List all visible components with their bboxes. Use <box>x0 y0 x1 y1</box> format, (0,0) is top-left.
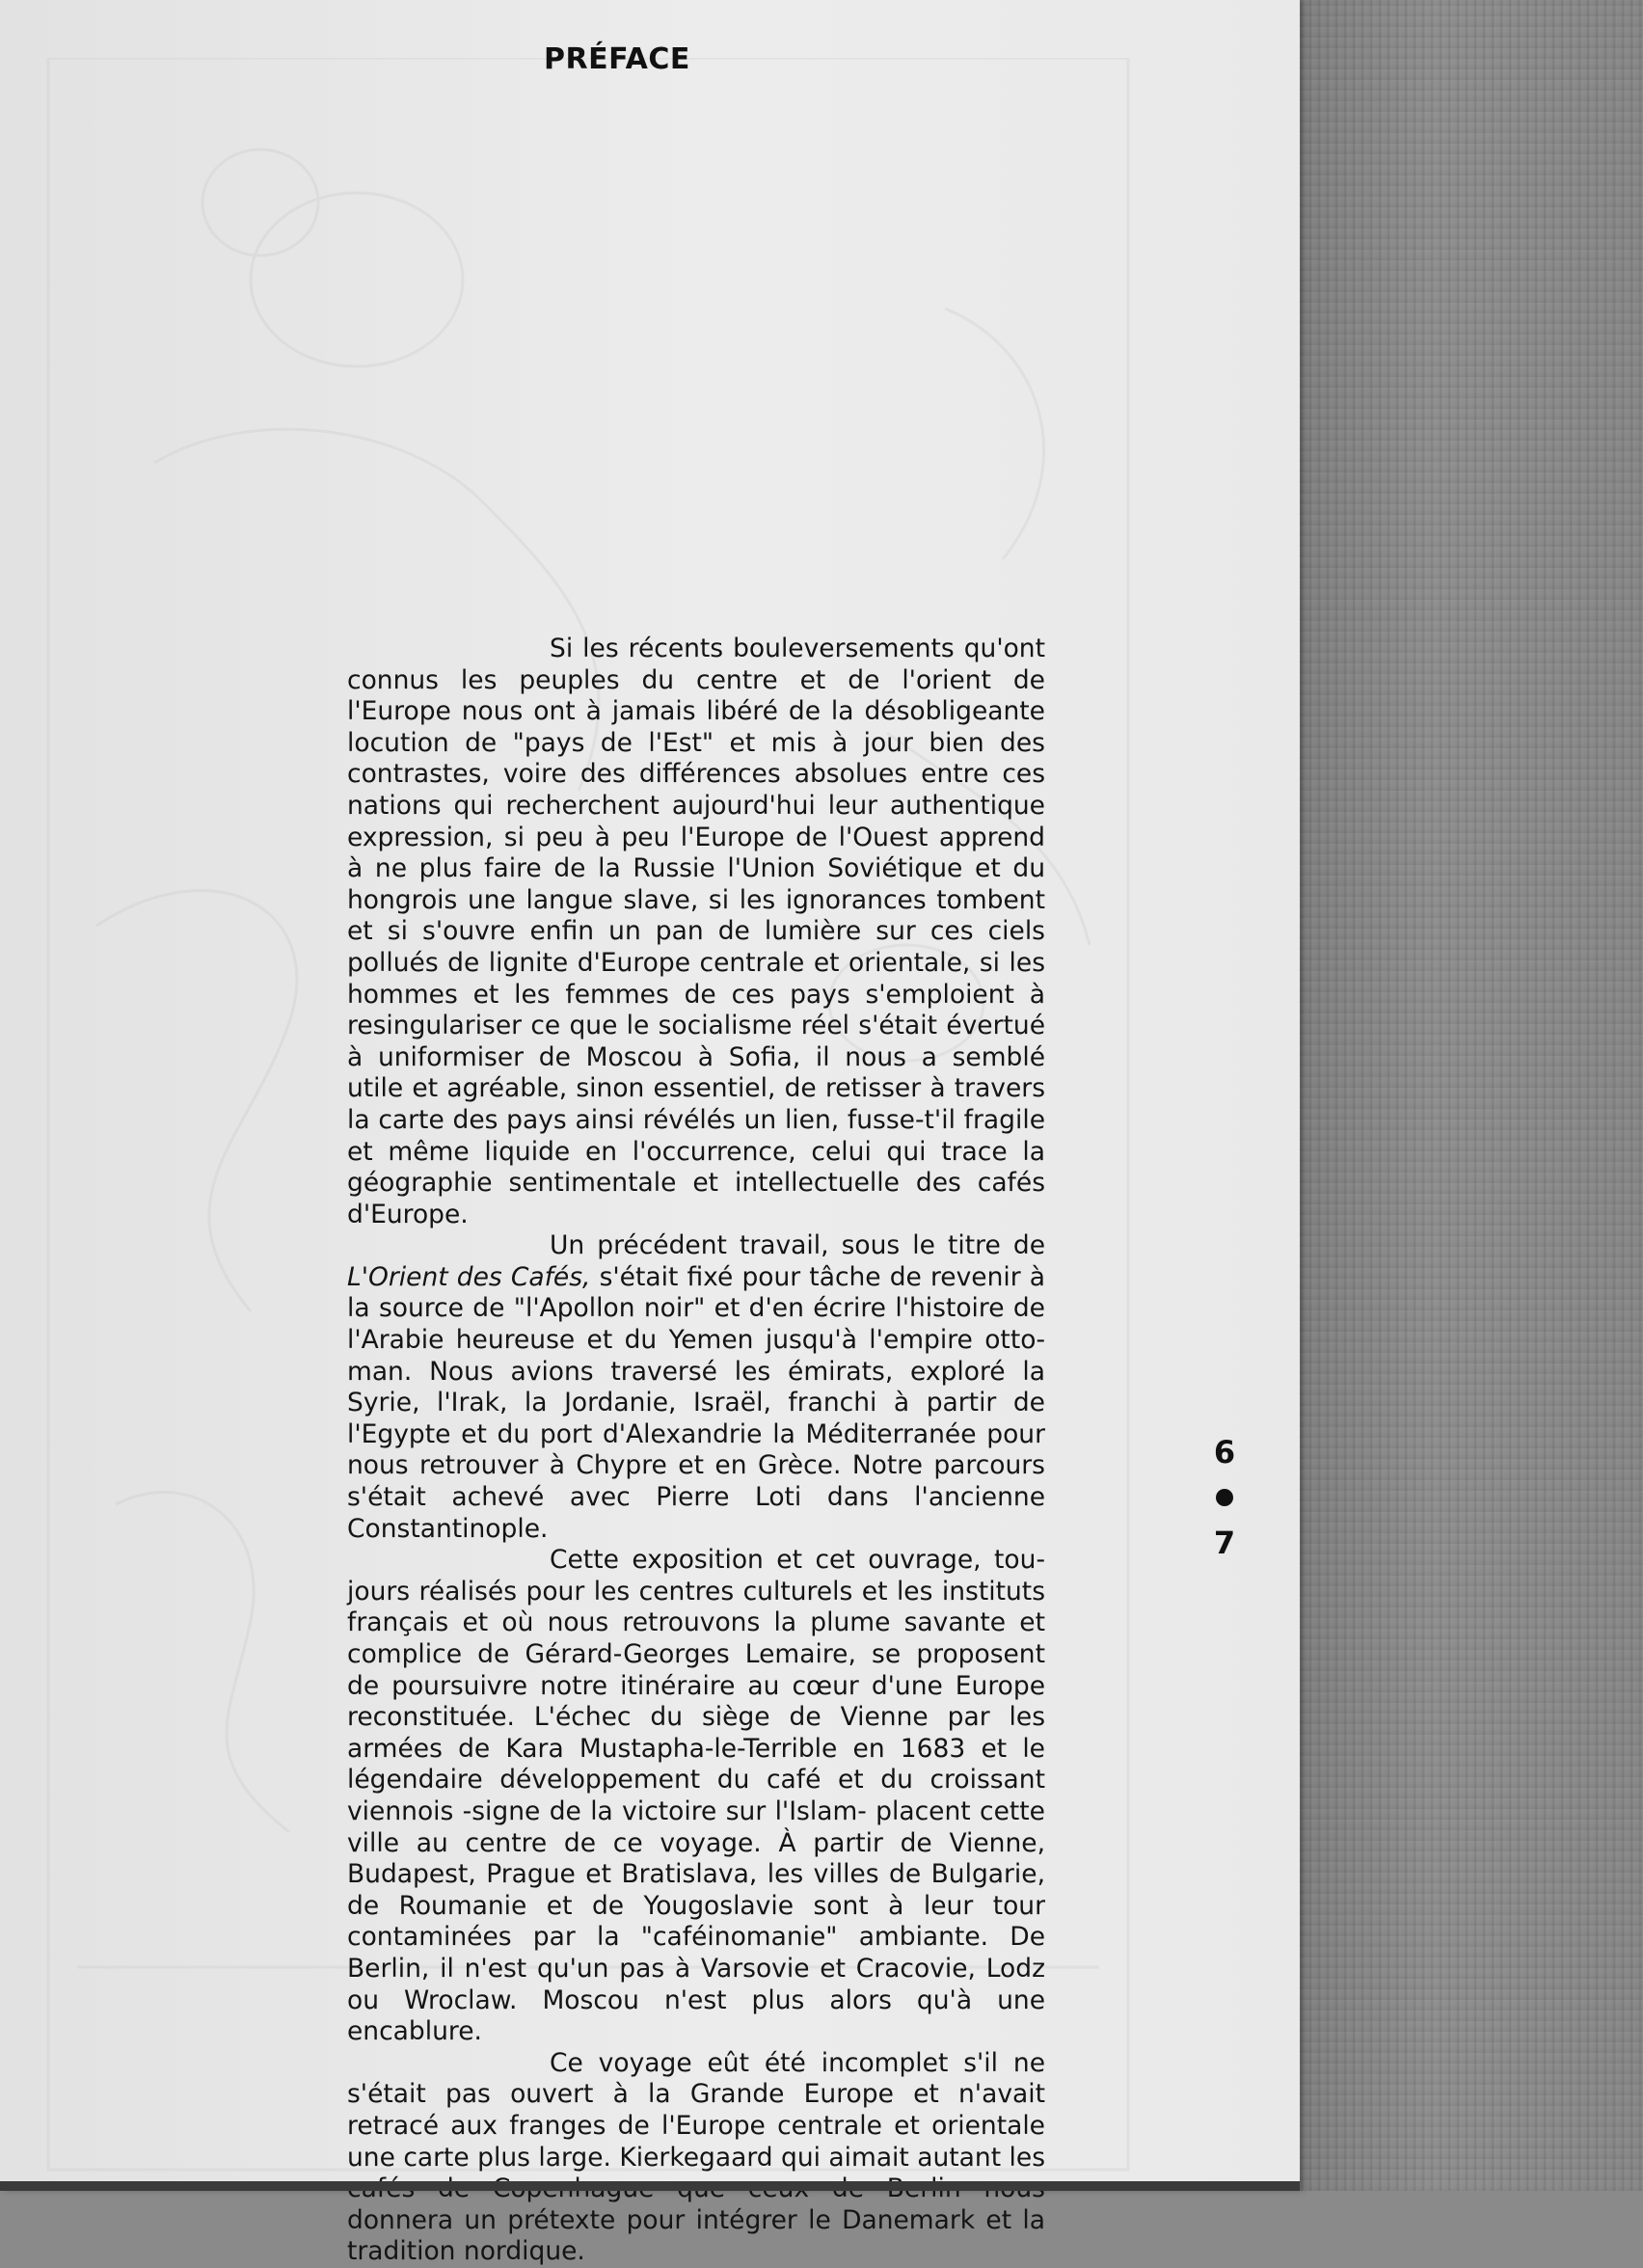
page-folio <box>1196 1434 1253 1561</box>
paragraph-continuation: s'était fixé pour tâche de revenir à la source de "l'Apollon noir" et d'en écrire l'histoire de l'Arabie heureuse et du Yemen jusqu'à l'empire ottoman. Nous avions traversé les émirats, exploré la Syrie, l'Irak, la Jordanie, Israël, franchi à partir de l'Egypte et du port d'Alexandrie la Méditerranée pour nous retrouver à Chypre et en Grèce. Notre parcours s'était achevé avec Pierre Loti dans l'ancienne Constantinople. <box>347 1261 1045 1544</box>
paragraph <box>347 1230 1045 1545</box>
paragraph: Si les récents bouleversements qu'ont connus les peuples du centre et de l'orient de l'Europe nous ont à jamais libéré de la désobligeante locution de "pays de l'Est" et mis à jour bien des contrastes, voire des différences absolues entre ces nations qui recherchent aujourd'hui leur authentique expression, si peu à peu l'Europe de l'Ouest apprend à ne plus faire de la Russie l'Union Soviétique et du hongrois une langue slave, si les ignorances tombent et si s'ouvre enfin un pan de lumière sur ces ciels pollués de lignite d'Europe centrale et orientale, si les hommes et les femmes de ces pays s'emploient à resingulariser ce que le socialisme réel s'était évertué à uniformiser de Moscou à Sofia, il nous a semblé utile et agréable, sinon essentiel, de retisser à travers la carte des pays ainsi révélés un lien, fusse-t'il fragile et même liquide en l'occurrence, celui qui trace la géographie sentimentale et intellectuelle des cafés d'Europe. <box>347 634 1045 1229</box>
paragraph: Cette exposition et cet ouvrage, toujours réalisés pour les centres culturels et les instituts français et où nous retrouvons la plume savante et complice de Gérard-Georges Lemaire, se proposent de poursuivre notre itinéraire au cœur d'une Europe reconstituée. L'échec du siège de Vienne par les armées de Kara Mustapha-le-Terrible en 1683 et le légendaire développement du café et du croissant viennois -signe de la victoire sur l'Islam- placent cette ville au centre de ce voyage. À partir de Vienne, Budapest, Prague et Bratislava, les villes de Bulgarie, de Roumanie et de Yougoslavie sont à leur tour contaminées par la "caféinomanie" ambiante. De Berlin, il n'est qu'un pas à Varsovie et Cracovie, Lodz ou Wroclaw. Moscou n'est plus alors qu'à une encablure. <box>347 1545 1045 2047</box>
right-page-number: 7 <box>1213 1525 1236 1561</box>
paragraph-lead: Un précédent travail, sous le titre de <box>550 1230 1045 1261</box>
folio-dot-icon <box>1216 1489 1233 1506</box>
bottom-edge <box>0 2181 1300 2191</box>
running-title: PRÉFACE <box>544 42 690 76</box>
background-surface <box>1292 0 1643 2191</box>
paragraph: Ce voyage eût été incomplet s'il ne s'était pas ouvert à la Grande Europe et n'avait retracé aux franges de l'Europe centrale et orientale une carte plus large. Kierkegaard qui aimait autant les donnera un prétexte pour intégrer le Danemark et la tradition nordique. <box>347 2047 1045 2267</box>
book-title: L'Orient des Cafés, <box>347 1261 591 1292</box>
preface-text <box>347 634 1045 2268</box>
left-page-number: 6 <box>1213 1434 1236 1471</box>
